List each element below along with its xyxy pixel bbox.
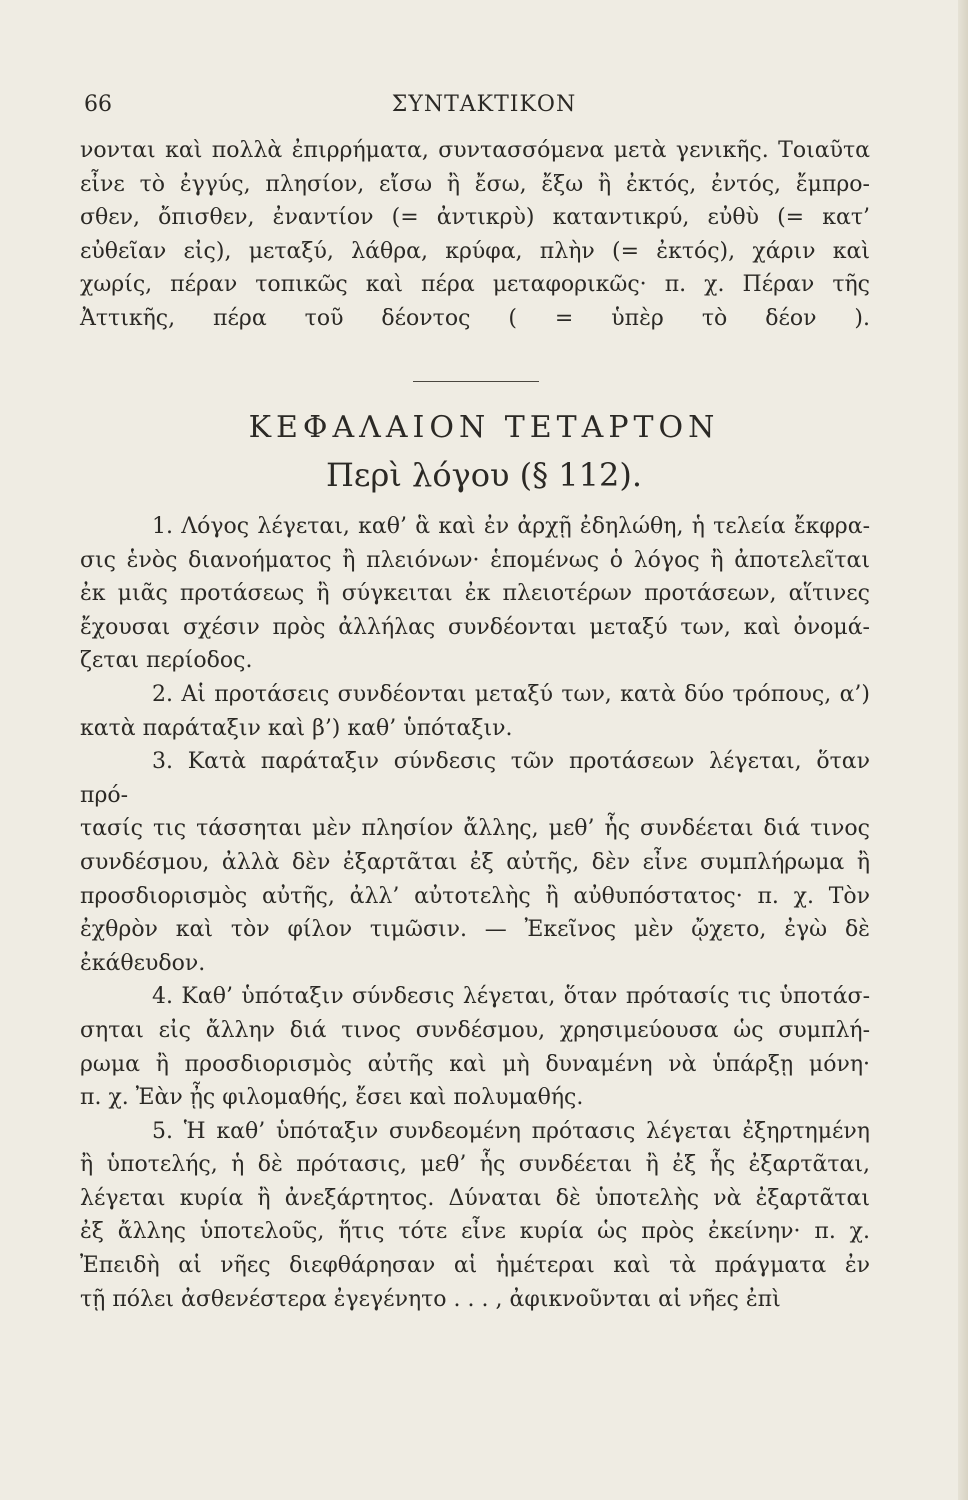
text-line: 3. Κατὰ παράταξιν σύνδεσις τῶν προτάσεων λέγεται, ὅταν πρό-	[80, 749, 870, 808]
text-line: Ἐπειδὴ αἱ νῆες διεφθάρησαν αἱ ἡμέτεραι καὶ τὰ πράγματα ἐν	[80, 1253, 870, 1279]
text-line: συνδέσμου, ἀλλὰ δὲν ἐξαρτᾶται ἐξ αὐτῆς, δὲν εἶνε συμπλήρωμα ἢ	[80, 849, 870, 875]
text-line: ἐξ ἄλλης ὑποτελοῦς, ἥτις τότε εἶνε κυρία ὡς πρὸς ἐκείνην· π. χ.	[80, 1219, 870, 1245]
text-line: λέγεται κυρία ἢ ἀνεξάρτητος. Δύναται δὲ ὑποτελὴς νὰ ἐξαρτᾶται	[80, 1185, 870, 1211]
page-edge-shadow	[958, 0, 968, 1500]
intro-text	[80, 134, 870, 336]
page-number: 66	[84, 92, 112, 117]
text-line: ἐκ μιᾶς προτάσεως ἢ σύγκειται ἐκ πλειοτέρων προτάσεων, αἵτινες	[80, 581, 870, 607]
text-line: 5. Ἡ καθ’ ὑπόταξιν συνδεομένη πρότασις λέγεται ἐξηρτημένη	[152, 1118, 870, 1144]
text-line: Ἀττικῆς, πέρα τοῦ δέοντος ( = ὑπὲρ τὸ δέον ).	[80, 305, 870, 331]
section-title: Περὶ λόγου (§ 112).	[326, 456, 642, 494]
text-line: 1. Λόγος λέγεται, καθ’ ἃ καὶ ἐν ἀρχῇ ἐδηλώθη, ἡ τελεία ἔκφρα-	[152, 514, 870, 539]
text-line: ἐκάθευδον.	[80, 950, 206, 976]
text-line: εὐθεῖαν εἰς), μεταξύ, λάθρα, κρύφα, πλὴν (= ἐκτός), χάριν καὶ	[80, 238, 870, 264]
text-line: τῇ πόλει ἀσθενέστερα ἐγεγένητο . . . , ἀφικνοῦνται αἱ νῆες ἐπὶ	[80, 1286, 781, 1312]
text-line: ζεται περίοδος.	[80, 648, 253, 674]
text-line: σις ἑνὸς διανοήματος ἢ πλειόνων· ἑπομένως ὁ λόγος ἢ ἀποτελεῖται	[80, 547, 870, 573]
chapter-title: ΚΕΦΑΛΑΙΟΝ ΤΕΤΑΡΤΟΝ	[248, 410, 720, 445]
text-line: εἶνε τὸ ἐγγύς, πλησίον, εἴσω ἢ ἔσω, ἔξω ἢ ἐκτός, ἐντός, ἔμπρο-	[80, 171, 870, 197]
text-line: νονται καὶ πολλὰ ἐπιρρήματα, συντασσόμενα μετὰ γενικῆς. Τοιαῦτα	[80, 138, 870, 163]
running-title: ΣΥΝΤΑΚΤΙΚΟΝ	[391, 92, 577, 117]
text-line: π. χ. Ἐὰν ᾖς φιλομαθής, ἔσει καὶ πολυμαθής.	[80, 1085, 584, 1111]
text-line: κατὰ παράταξιν καὶ β’) καθ’ ὑπόταξιν.	[80, 715, 513, 741]
text-line: ἔχουσαι σχέσιν πρὸς ἀλλήλας συνδέονται μεταξύ των, καὶ ὀνομά-	[80, 614, 870, 640]
body-text	[80, 510, 870, 1316]
text-line: προσδιορισμὸς αὐτῆς, ἀλλ’ αὐτοτελὴς ἢ αὐθυπόστατος· π. χ. Τὸν	[80, 883, 870, 909]
page-header	[84, 92, 884, 128]
text-line: τασίς τις τάσσηται μὲν πλησίον ἄλλης, μεθ’ ἧς συνδέεται διά τινος	[80, 816, 870, 842]
text-line: ἢ ὑποτελής, ἡ δὲ πρότασις, μεθ’ ἧς συνδέεται ἢ ἐξ ἧς ἐξαρτᾶται,	[80, 1152, 870, 1178]
text-line: 2. Αἱ προτάσεις συνδέονται μεταξύ των, κατὰ δύο τρόπους, α’)	[152, 681, 870, 707]
text-line: ρωμα ἢ προσδιορισμὸς αὐτῆς καὶ μὴ δυναμένη νὰ ὑπάρξῃ μόνη·	[80, 1051, 870, 1077]
section-divider	[413, 381, 539, 382]
text-line: σθεν, ὄπισθεν, ἐναντίον (= ἀντικρὺ) καταντικρύ, εὐθὺ (= κατ’	[80, 205, 870, 231]
text-line: χωρίς, πέραν τοπικῶς καὶ πέρα μεταφορικῶς· π. χ. Πέραν τῆς	[80, 272, 870, 298]
text-line: ἐχθρὸν καὶ τὸν φίλον τιμῶσιν. — Ἐκεῖνος μὲν ᾤχετο, ἐγὼ δὲ	[80, 917, 870, 943]
text-line: 4. Καθ’ ὑπόταξιν σύνδεσις λέγεται, ὅταν πρότασίς τις ὑποτάσ-	[152, 984, 870, 1010]
text-line: σηται εἰς ἄλλην διά τινος συνδέσμου, χρησιμεύουσα ὡς συμπλή-	[80, 1017, 870, 1043]
